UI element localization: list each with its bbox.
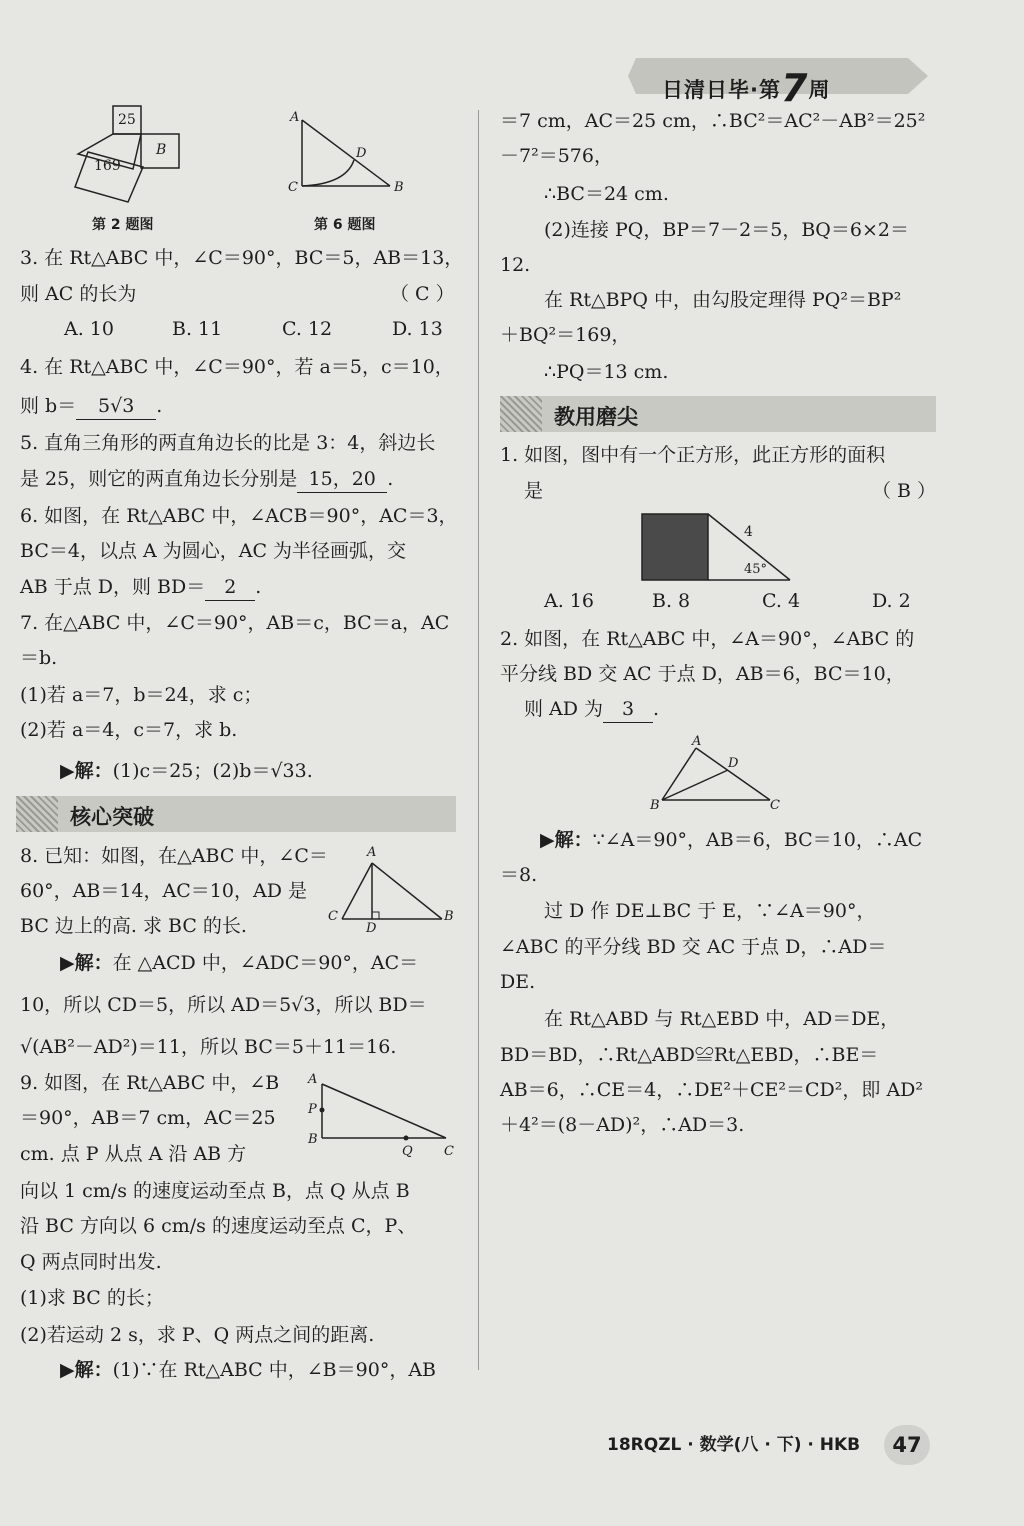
q3-option-a: A. 10 [64,318,114,340]
fig8-label-b: B [444,909,454,924]
fig2-caption: 第 2 题图 [92,217,154,233]
q9-cont-line2: －7²＝576， [500,145,613,167]
fig6-label-a: A [290,110,300,125]
fig6-label-d: D [356,146,367,161]
fig8-label-a: A [367,845,377,860]
r2-solution-line4: ∠ABC 的平分线 BD 交 AC 于点 D，∴AD＝ [500,936,887,958]
r2-answer: 3 [603,696,653,723]
figure-q9 [306,1072,458,1164]
arc-triangle-diagram [286,108,406,198]
figure-q8 [326,845,458,935]
r2-line2: 平分线 BD 交 AC 于点 D，AB＝6，BC＝10， [500,663,905,685]
r1-option-d: D. 2 [872,590,911,612]
r2-line1: 2. 如图，在 Rt△ABC 中，∠A＝90°，∠ABC 的 [500,628,915,650]
solution-arrow-icon: ▶ [60,952,75,974]
figure-r1 [640,512,796,584]
fig9-label-c: C [444,1144,454,1159]
q7-line2: ＝b. [20,647,58,669]
header-suffix: 周 [808,78,831,102]
figure-r2 [648,734,788,816]
fig2-label-169: 169 [94,158,121,174]
fig-r1-side: 4 [744,524,753,540]
q5-answer: 15，20 [297,466,387,493]
q9-cont-line5: 12. [500,254,531,276]
r2-solution-line1: ▶解：∵∠A＝90°，AB＝6，BC＝10，∴AC [540,829,923,851]
q4-answer: 5√3 [76,393,156,420]
q3-option-b: B. 11 [172,318,223,340]
q9-line6: Q 两点同时出发. [20,1251,162,1273]
q9-cont-line4: (2)连接 PQ，BP＝7－2＝5，BQ＝6×2＝ [544,219,909,241]
r2-solution-line9: ＋4²＝(8－AD)²，∴AD＝3. [500,1114,745,1136]
fig2-label-b: B [156,142,167,158]
r1-answer: （ B ） [872,480,937,502]
solution-arrow-icon: ▶ [60,1359,75,1381]
header-prefix: 日清日毕·第 [662,78,781,102]
q6-line1: 6. 如图，在 Rt△ABC 中，∠ACB＝90°，AC＝3， [20,505,458,527]
q8-line1: 8. 已知：如图，在△ABC 中，∠C＝ [20,845,328,867]
r2-solution-line2: ＝8. [500,864,538,886]
q9-solution-line1: ▶解：(1)∵在 Rt△ABC 中，∠B＝90°，AB [60,1359,437,1381]
section-core-breakthrough: 核心突破 [16,796,456,832]
q3-answer: （ C ） [390,283,455,305]
q8-solution-line2: 10，所以 CD＝5，所以 AD＝5√3，所以 BD＝ [20,994,427,1016]
fig6-label-c: C [288,180,298,195]
figure-q2 [70,104,200,204]
q9-line5: 沿 BC 方向以 6 cm/s 的速度运动至点 C，P、 [20,1215,417,1237]
r2-solution-line7: BD＝BD，∴Rt△ABD≌Rt△EBD，∴BE＝ [500,1044,879,1066]
section-teaching: 教用磨尖 [500,396,936,432]
q6-line2: BC＝4，以点 A 为圆心，AC 为半径画弧，交 [20,540,407,562]
q3-line1: 3. 在 Rt△ABC 中，∠C＝90°，BC＝5，AB＝13， [20,247,464,269]
q9-line1: 9. 如图，在 Rt△ABC 中，∠B [20,1072,280,1094]
bisector-triangle-diagram [648,734,788,816]
r2-solution-line8: AB＝6，∴CE＝4，∴DE²＋CE²＝CD²，即 AD² [500,1079,924,1101]
fig9-label-b: B [308,1132,318,1147]
r2-solution-line3: 过 D 作 DE⊥BC 于 E，∵∠A＝90°， [544,900,876,922]
fig6-label-b: B [394,180,404,195]
solution-arrow-icon: ▶ [540,829,555,851]
r1-line1: 1. 如图，图中有一个正方形，此正方形的面积 [500,444,886,466]
q7-solution: ▶解：(1)c＝25；(2)b＝√33. [60,760,313,782]
figure-q6 [286,108,406,198]
fig9-label-p: P [308,1102,317,1117]
q9-cont-line1: ＝7 cm，AC＝25 cm，∴BC²＝AC²－AB²＝25² [500,110,926,132]
q3-option-c: C. 12 [282,318,333,340]
q9-line8: (2)若运动 2 s，求 P、Q 两点之间的距离. [20,1324,375,1346]
r1-line2: 是 （ B ） [524,480,937,502]
q7-line3: (1)若 a＝7，b＝24，求 c； [20,684,263,706]
q7-line1: 7. 在△ABC 中，∠C＝90°，AB＝c，BC＝a，AC [20,612,450,634]
moving-points-diagram [306,1072,458,1164]
q9-line7: (1)求 BC 的长； [20,1287,164,1309]
fig-r2-label-a: A [692,734,702,749]
q8-line3: BC 边上的高. 求 BC 的长. [20,915,247,937]
q9-cont-line6: 在 Rt△BPQ 中，由勾股定理得 PQ²＝BP² [544,289,902,311]
q5-line2: 是 25，则它的两直角边长分别是 15，20 . [20,466,393,493]
q4-line2: 则 b＝ 5√3 . [20,393,162,420]
column-divider [478,110,479,1370]
fig9-label-a: A [308,1072,318,1087]
q8-line2: 60°，AB＝14，AC＝10，AD 是 [20,880,307,902]
q8-solution-line1: ▶解：在 △ACD 中，∠ADC＝90°，AC＝ [60,952,419,974]
week-number: 7 [780,66,809,110]
r1-option-c: C. 4 [762,590,801,612]
fig6-caption: 第 6 题图 [314,217,376,233]
page-number: 47 [884,1425,930,1465]
q8-solution-line3: √(AB²－AD²)＝11，所以 BC＝5＋11＝16. [20,1036,397,1058]
r2-solution-line5: DE. [500,971,536,993]
q9-cont-line8: ∴PQ＝13 cm. [544,361,669,383]
solution-arrow-icon: ▶ [60,760,75,782]
q4-line1: 4. 在 Rt△ABC 中，∠C＝90°，若 a＝5，c＝10， [20,356,454,378]
q3-option-d: D. 13 [392,318,443,340]
fig-r1-angle: 45° [744,562,768,577]
r1-option-a: A. 16 [544,590,594,612]
q6-answer: 2 [205,574,255,601]
q7-line4: (2)若 a＝4，c＝7，求 b. [20,719,238,741]
altitude-triangle-diagram [326,845,458,935]
q5-line1: 5. 直角三角形的两直角边长的比是 3：4，斜边长 [20,432,436,454]
fig-r2-label-d: D [728,756,739,771]
r2-line3: 则 AD 为 3 . [500,696,659,723]
week-header [628,58,928,110]
q3-line2: 则 AC 的长为 （ C ） [20,283,455,305]
q9-cont-line7: ＋BQ²＝169， [500,324,631,346]
fig8-label-d: D [366,921,377,936]
q9-cont-line3: ∴BC＝24 cm. [544,183,669,205]
q6-line3: AB 于点 D，则 BD＝ 2 . [20,574,261,601]
q9-line2: ＝90°，AB＝7 cm，AC＝25 [20,1107,276,1129]
r2-solution-line6: 在 Rt△ABD 与 Rt△EBD 中，AD＝DE， [544,1008,900,1030]
fig9-label-q: Q [402,1144,413,1159]
fig2-label-25: 25 [118,112,136,128]
footer-book-code: 18RQZL · 数学(八 · 下) · HKB [607,1435,861,1455]
fig-r2-label-c: C [770,798,780,813]
r1-option-b: B. 8 [652,590,691,612]
fig8-label-c: C [328,909,338,924]
fig-r2-label-b: B [650,798,660,813]
q9-line4: 向以 1 cm/s 的速度运动至点 B，点 Q 从点 B [20,1180,410,1202]
square-triangle-diagram [640,512,796,584]
q9-line3: cm. 点 P 从点 A 沿 AB 方 [20,1143,247,1165]
